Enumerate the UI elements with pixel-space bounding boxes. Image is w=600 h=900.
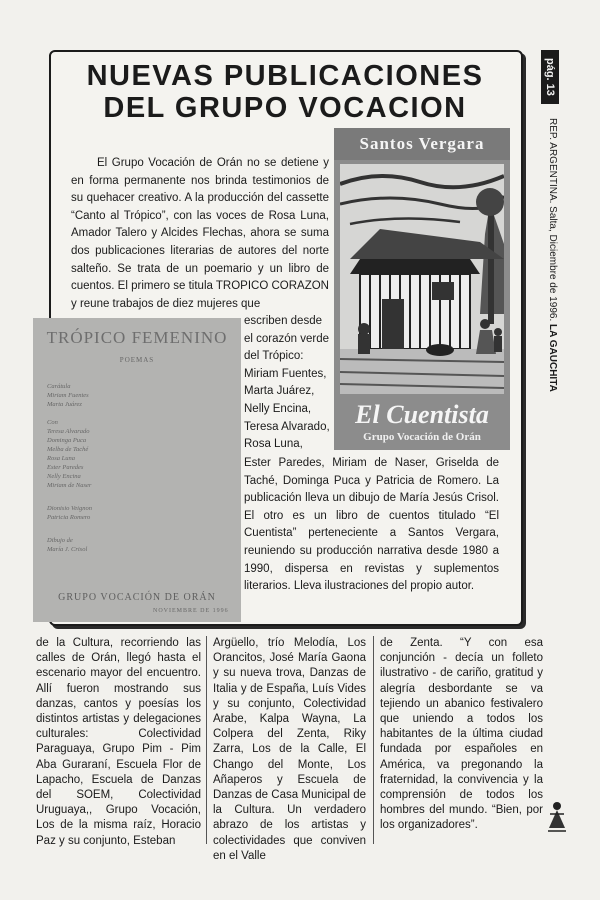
cover-credits-4: Dibujo de María J. Crisol (47, 537, 88, 553)
column-divider (206, 636, 207, 844)
book-cover-el-cuentista (334, 128, 510, 450)
column-1: de la Cultura, recorriendo las calles de Orán, llegó hasta el escenario mayor del encuentro. Allí fueron mostrando sus danzas, cantos y poesías los distintos artistas y delegaciones culturales: Colectividad Paraguaya, Grupo Pim - Pim Aba Guraraní, Escuela Flor de Lapacho, Escuela de Danzas del SOEM, Colectividad Uruguaya,, Grupo Vocación, Los de la misma raíz, Horacio Paz y su conjunto, Esteban (36, 637, 201, 847)
cover-credits-3: Dionisio Veignon Patricia Romero (47, 505, 92, 521)
page-number: pág. 13 (541, 50, 559, 104)
cover-publisher: Grupo Vocación de Orán (363, 431, 481, 443)
cover-publisher: GRUPO VOCACIÓN DE ORÁN (58, 592, 216, 603)
newspaper-name: LA GAUCHITA (547, 324, 558, 392)
book-cover-tropico-femenino (33, 318, 241, 622)
dateline-text: REP. ARGENTINA. Salta, Diciembre de 1996. (547, 118, 558, 322)
cover-credits-2: Con Teresa Alvarado Dominga Puca Melba de Taché Rosa Luna Ester Paredes Nelly Encina Miriam de Naser (47, 419, 92, 489)
article-paragraph-3: Ester Paredes, Miriam de Naser, Griselda de Taché, Dominga Puca y Patricia de Romero. La publicación lleva un dibujo de María Jesús Crisol. El otro es un libro de cuentos titulado “El Cuentista” perteneciente a Santos Vergara, reuniendo su producción narrativa desde 1980 a 1990, dispersa en revistas y suplementos literarios. Lleva ilustraciones del propio autor. (244, 457, 499, 593)
article-paragraph-1: El Grupo Vocación de Orán no se detiene y en forma permanente nos brinda testimonios de su quehacer creativo. A la producción del cassette “Canto al Trópico”, con las voces de Rosa Luna, Amador Talero y Alcides Flechas, ahora se suma dos publicaciones literarias de autores del norte salteño. Se trata de un poemario y un libro de cuentos. El primero se titula TROPICO CORAZON y reune trabajos de diez mujeres que (71, 157, 329, 310)
cover-illustration (340, 164, 504, 394)
figure-ornament-icon (546, 800, 568, 834)
cover-date: NOVIEMBRE DE 1996 (153, 608, 229, 614)
column-divider (373, 636, 374, 844)
column-3: de Zenta. “Y con esa conjunción - decía un folleto ilustrativo - de cariño, gratitud y alegría desbordante se va tejiendo un abanico festivalero que uniendo a todos los habitantes de la última ciudad fundada por españoles en América, va pregonando la fraternidad, la convivencia y la comprensión de todos los hombres del mundo. “Bien, por los organizadores”. (380, 637, 543, 832)
cover-author: Santos Vergara (334, 128, 510, 160)
article-title (60, 60, 510, 124)
sidebar-dateline (545, 118, 559, 392)
title-line-1: NUEVAS PUBLICACIONES (86, 60, 484, 92)
cover-credits-1: Carátula Miriam Fuentes Marta Juárez (47, 383, 89, 408)
column-2: Argüello, trío Melodía, Los Orancitos, José María Gaona y su nueva trova, Danzas de Italia y de España, Luís Vides y su conjunto, Colectividad Arabe, Kalpa Wayna, La Colpera del Zenta, Riky Zarra, Los de la Calle, El Chango del Monte, Los Añaperos y Escuela de Danzas de Casa Municipal de la Cultura. Un verdadero abrazo de los artistas y colectividades que conviven en el Valle (213, 637, 366, 862)
cover-subtitle: POEMAS (119, 356, 155, 364)
cover-title: El Cuentista (355, 400, 489, 429)
article-paragraph-2: escriben desde el corazón verde del Trópico: Miriam Fuentes, Marta Juárez, Nelly Encina, Teresa Alvarado, Rosa Luna, (244, 315, 330, 451)
cover-title: TRÓPICO FEMENINO (46, 328, 228, 347)
title-line-2: DEL GRUPO VOCACION (103, 92, 467, 124)
